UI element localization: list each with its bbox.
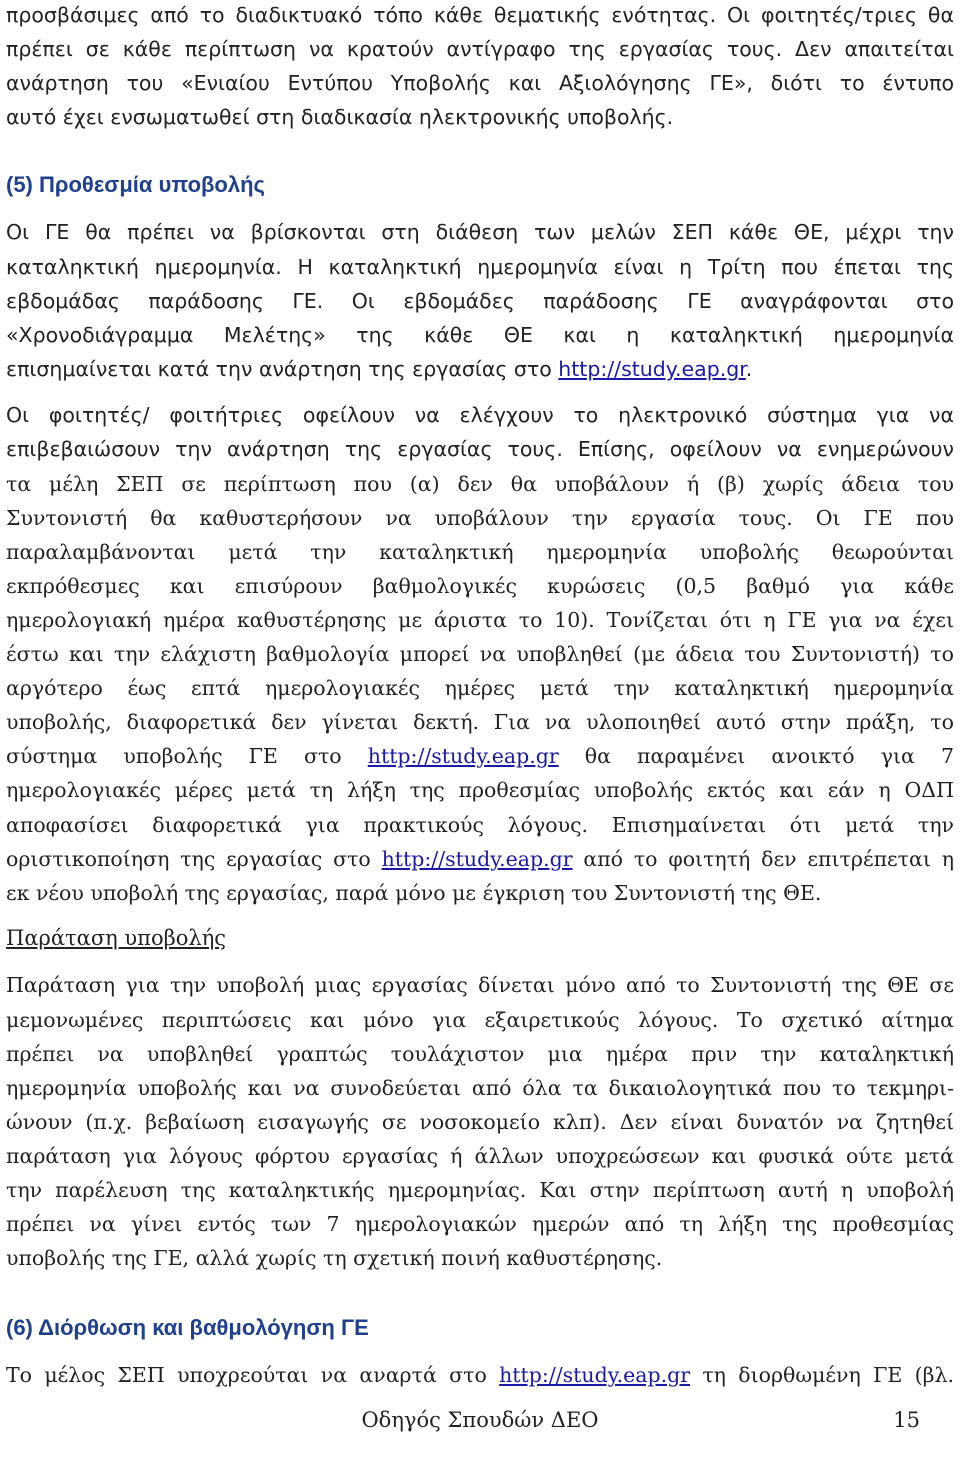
ext-line-9: υποβολής της ΓΕ, αλλά χωρίς τη σχετική ποινή καθυστέρησης. [6,1246,663,1270]
s5-p2-line-11-end: θα παραμένει ανοικτό για 7 [558,744,954,768]
ext-line-4: ημερομηνία υποβολής και να συνοδεύεται από όλα τα δικαιολογητικά που το τεκμηρι- [6,1076,954,1100]
s5-p2-line-14-end: από το φοιτητή δεν επιτρέπεται η [572,847,954,871]
s5-p2-line-4: Συντονιστή θα καθυστερήσουν να υποβάλουν την εργασία τους. Οι ΓΕ που [6,506,954,530]
s5-p2-line-15: εκ νέου υποβολή της εργασίας, παρά μόνο με έγκριση του Συντονιστή της ΘΕ. [6,881,822,905]
s5-p1-line-3: εβδομάδας παράδοσης ΓΕ. Οι εβδομάδες παράδοσης ΓΕ αναγράφονται στο [6,289,954,313]
s5-p1-line-4: «Χρονοδιάγραμμα Μελέτης» της κάθε ΘΕ και η καταληκτική ημερομηνία [6,323,954,347]
s6-line-1 [6,1358,954,1392]
s5-p1-line-1: Οι ΓΕ θα πρέπει να βρίσκονται στη διάθεση των μελών ΣΕΠ κάθε ΘΕ, μέχρι την [6,220,954,244]
extension-heading: Παράταση υποβολής [6,926,227,950]
s6-line-1-text: Το μέλος ΣΕΠ υποχρεούται να αναρτά στο [6,1363,500,1387]
s5-p2-line-5: παραλαμβάνονται μετά την καταληκτική ημερομηνία υποβολής θεωρούνται [6,540,954,564]
study-link-3[interactable]: http://study.eap.gr [381,847,573,871]
footer-title: Οδηγός Σπουδών ΔΕΟ [361,1408,599,1432]
s5-p2-line-10: υποβολής, διαφορετικά δεν γίνεται δεκτή. Για να υλοποιηθεί αυτό στην πράξη, το [6,710,954,734]
s5-p1-line-5-text: επισημαίνεται κατά την ανάρτηση της εργασίας στο [6,357,559,381]
intro-line-2: πρέπει σε κάθε περίπτωση να κρατούν αντίγραφο της εργασίας τους. Δεν απαιτείται [6,37,954,61]
study-link-2[interactable]: http://study.eap.gr [367,744,559,768]
s5-p2-line-11 [6,739,954,773]
s5-p2-line-12: ημερολογιακές μέρες μετά τη λήξη της προθεσμίας υποβολής εκτός και εάν η ΟΔΠ [6,778,954,802]
s5-p1-line-5 [6,352,954,386]
s5-p2-line-7: ημερολογιακή ημέρα καθυστέρησης με άριστα το 10). Τονίζεται ότι η ΓΕ για να έχει [6,608,954,632]
s5-p1-line-2: καταληκτική ημερομηνία. Η καταληκτική ημερομηνία είναι η Τρίτη που έπεται της [6,255,954,279]
s5-p2-line-8: έστω και την ελάχιστη βαθμολογία μπορεί να υποβληθεί (με άδεια του Συντονιστή) το [6,642,954,666]
s5-p2-line-1: Οι φοιτητές/ φοιτήτριες οφείλουν να ελέγχουν το ηλεκτρονικό σύστημα για να [6,403,954,427]
intro-line-3: ανάρτηση του «Ενιαίου Εντύπου Υποβολής και Αξιολόγησης ΓΕ», διότι το έντυπο [6,71,954,95]
s5-p1-line-5-end: . [745,357,753,381]
s5-p2-line-6: εκπρόθεσμες και επισύρουν βαθμολογικές κυρώσεις (0,5 βαθμό για κάθε [6,574,954,598]
ext-line-6: παράταση για λόγους φόρτου εργασίας ή άλλων υποχρεώσεων και φυσικά ούτε μετά [6,1144,954,1168]
intro-line-4: αυτό έχει ενσωματωθεί στη διαδικασία ηλεκτρονικής υποβολής. [6,105,674,129]
s5-p2-line-14-text: οριστικοποίηση της εργασίας στο [6,847,382,871]
intro-line-1: προσβάσιμες από το διαδικτυακό τόπο κάθε θεματικής ενότητας. Οι φοιτητές/τριες θα [6,3,954,27]
study-link-4[interactable]: http://study.eap.gr [499,1363,691,1387]
ext-line-5: ώνουν (π.χ. βεβαίωση εισαγωγής σε νοσοκομείο κλπ). Δεν είναι δυνατόν να ζητηθεί [6,1110,954,1134]
s6-line-1-end: τη διορθωμένη ΓΕ (βλ. [690,1363,954,1387]
ext-line-3: πρέπει να υποβληθεί γραπτώς τουλάχιστον μια ημέρα πριν την καταληκτική [6,1042,954,1066]
ext-line-8: πρέπει να γίνει εντός των 7 ημερολογιακών ημερών από τη λήξη της προθεσμίας [6,1212,954,1236]
s5-p2-line-3: τα μέλη ΣΕΠ σε περίπτωση που (α) δεν θα υποβάλουν ή (β) χωρίς άδεια του [6,472,954,496]
s5-p2-line-11-text: σύστημα υποβολής ΓΕ στο [6,744,368,768]
s5-p2-line-2: επιβεβαιώσουν την ανάρτηση της εργασίας τους. Επίσης, οφείλουν να ενημερώνουν [6,437,954,461]
section-6-heading: (6) Διόρθωση και βαθμολόγηση ΓΕ [6,1315,369,1340]
study-link-1[interactable]: http://study.eap.gr [558,357,746,381]
page-number: 15 [893,1408,920,1432]
ext-line-1: Παράταση για την υποβολή μιας εργασίας δίνεται μόνο από το Συντονιστή της ΘΕ σε [6,973,954,997]
s5-p2-line-9: αργότερο έως επτά ημερολογιακές ημέρες μετά την καταληκτική ημερομηνία [6,676,954,700]
section-5-heading: (5) Προθεσμία υποβολής [6,172,265,197]
s5-p2-line-14 [6,842,954,876]
ext-line-7: την παρέλευση της καταληκτικής ημερομηνίας. Και στην περίπτωση αυτή η υποβολή [6,1178,954,1202]
ext-line-2: μεμονωμένες περιπτώσεις και μόνο για εξαιρετικούς λόγους. Το σχετικό αίτημα [6,1008,954,1032]
s5-p2-line-13: αποφασίσει διαφορετικά για πρακτικούς λόγους. Επισημαίνεται ότι μετά την [6,813,954,837]
